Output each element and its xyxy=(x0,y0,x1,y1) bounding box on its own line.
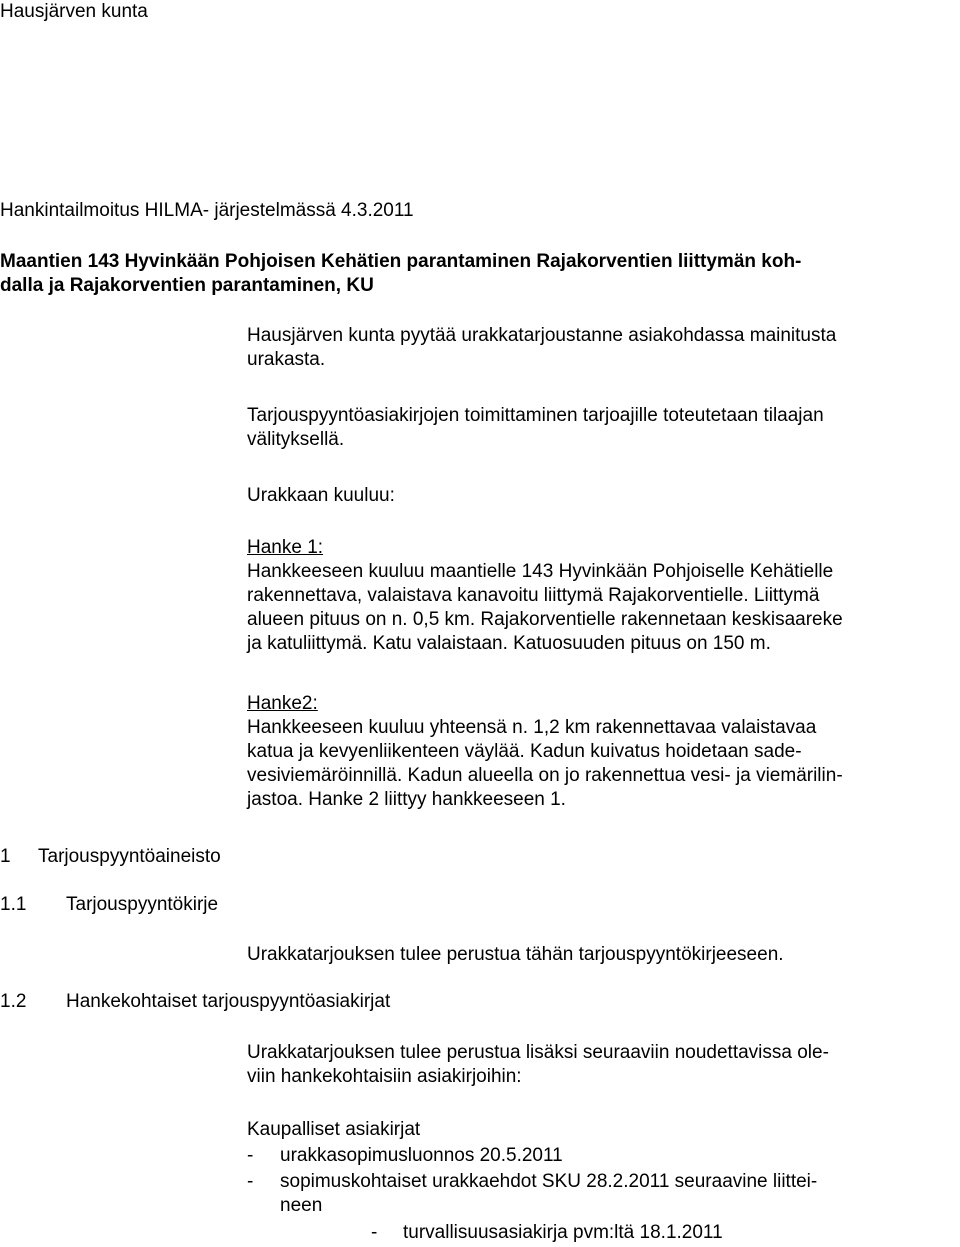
section-1-1-heading xyxy=(0,893,218,917)
hanke-2-block xyxy=(247,692,957,812)
hanke-1-line-4: ja katuliittymä. Katu valaistaan. Katuosuuden pituus on 150 m. xyxy=(247,633,771,654)
commercial-documents-heading: Kaupalliset asiakirjat xyxy=(247,1119,421,1140)
document-sublist-item-1 xyxy=(247,1221,957,1245)
hanke-1-line-3: alueen pituus on n. 0,5 km. Rajakorventielle rakennetaan keskisaareke xyxy=(247,609,843,630)
hanke-2-line-1: Hankkeeseen kuuluu yhteensä n. 1,2 km rakennettavaa valaistavaa xyxy=(247,717,817,738)
list-dash: - xyxy=(247,1171,254,1192)
section-1-number: 1 xyxy=(0,846,11,867)
organization-name: Hausjärven kunta xyxy=(0,1,148,22)
section-1-1-number: 1.1 xyxy=(0,894,27,915)
intro-request-line-1: Hausjärven kunta pyytää urakkatarjoustanne asiakohdassa mainitusta xyxy=(247,325,837,346)
section-1-2-intro-line-1: Urakkatarjouksen tulee perustua lisäksi seuraaviin noudettavissa ole- xyxy=(247,1042,829,1063)
hanke-2-line-4: jastoa. Hanke 2 liittyy hankkeeseen 1. xyxy=(247,789,566,810)
list-item-text-line-1: sopimuskohtaiset urakkaehdot SKU 28.2.2011 seuraavine liittei- xyxy=(280,1171,818,1192)
section-1-2-number: 1.2 xyxy=(0,991,27,1012)
section-1-2-intro-line-2: viin hankekohtaisiin asiakirjoihin: xyxy=(247,1066,522,1087)
intro-paragraph-request xyxy=(247,324,957,372)
scope-heading: Urakkaan kuuluu: xyxy=(247,485,395,506)
procurement-notice: Hankintailmoitus HILMA- järjestelmässä 4.3.2011 xyxy=(0,200,414,221)
list-dash: - xyxy=(371,1222,378,1243)
document-title xyxy=(0,250,960,298)
hanke-2-heading: Hanke2: xyxy=(247,693,318,714)
list-item-text: urakkasopimusluonnos 20.5.2011 xyxy=(280,1145,563,1166)
document-title-line-1: Maantien 143 Hyvinkään Pohjoisen Kehätien parantaminen Rajakorventien liittymän koh- xyxy=(0,251,802,272)
document-list-item-1 xyxy=(247,1144,957,1168)
intro-delivery-line-2: välityksellä. xyxy=(247,429,345,450)
section-1-2-heading xyxy=(0,990,390,1014)
hanke-1-line-1: Hankkeeseen kuuluu maantielle 143 Hyvinkään Pohjoiselle Kehätielle xyxy=(247,561,834,582)
hanke-2-line-2: katua ja kevyenliikenteen väylää. Kadun kuivatus hoidetaan sade- xyxy=(247,741,802,762)
section-1-1-text: Urakkatarjouksen tulee perustua tähän tarjouspyyntökirjeeseen. xyxy=(247,944,784,965)
hanke-1-heading: Hanke 1: xyxy=(247,537,324,558)
list-dash: - xyxy=(247,1145,254,1166)
document-list-item-2 xyxy=(247,1170,957,1218)
section-1-2-intro xyxy=(247,1041,957,1089)
section-1-heading xyxy=(0,845,221,869)
sublist-item-text: turvallisuusasiakirja pvm:ltä 18.1.2011 xyxy=(403,1222,723,1243)
intro-request-line-2: urakasta. xyxy=(247,349,326,370)
intro-delivery-line-1: Tarjouspyyntöasiakirjojen toimittaminen tarjoajille toteutetaan tilaajan xyxy=(247,405,824,426)
hanke-2-line-3: vesiviemäröinnillä. Kadun alueella on jo rakennettua vesi- ja viemärilin- xyxy=(247,765,843,786)
section-1-label: Tarjouspyyntöaineisto xyxy=(38,846,221,867)
hanke-1-block xyxy=(247,536,957,656)
intro-paragraph-delivery xyxy=(247,404,957,452)
document-title-line-2: dalla ja Rajakorventien parantaminen, KU xyxy=(0,275,374,296)
list-item-text-line-2: neen xyxy=(280,1195,323,1216)
hanke-1-line-2: rakennettava, valaistava kanavoitu liittymä Rajakorventielle. Liittymä xyxy=(247,585,820,606)
section-1-1-label: Tarjouspyyntökirje xyxy=(66,894,219,915)
section-1-2-label: Hankekohtaiset tarjouspyyntöasiakirjat xyxy=(66,991,391,1012)
